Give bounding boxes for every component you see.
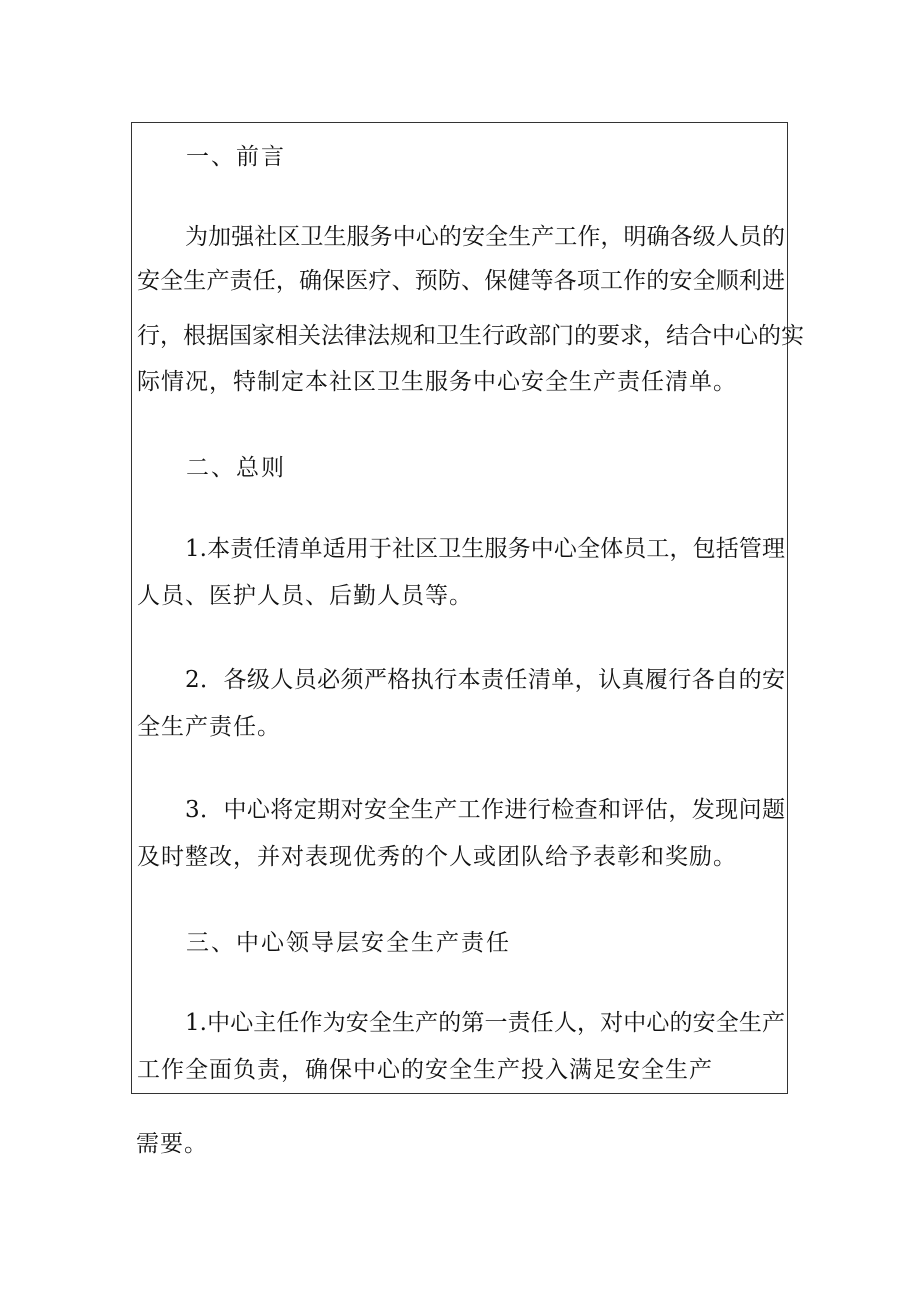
heading-leadership: 三、中心领导层安全生产责任 bbox=[186, 930, 511, 956]
general-item1-line-2: 人员、医护人员、后勤人员等。 bbox=[137, 583, 473, 609]
leadership-item1-line-1: 1.中心主任作为安全生产的第一责任人，对中心的安全生产 bbox=[185, 1010, 785, 1036]
general-item2-line-1: 2．各级人员必须严格执行本责任清单，认真履行各自的安 bbox=[185, 667, 785, 693]
overflow-text: 需要。 bbox=[136, 1131, 208, 1157]
general-item3-line-1: 3．中心将定期对安全生产工作进行检查和评估，发现问题 bbox=[185, 797, 785, 823]
preface-line-1: 为加强社区卫生服务中心的安全生产工作，明确各级人员的 bbox=[185, 224, 785, 250]
general-item1-line-1: 1.本责任清单适用于社区卫生服务中心全体员工，包括管理 bbox=[185, 536, 785, 562]
preface-line-3: 行，根据国家相关法律法规和卫生行政部门的要求，结合中心的实 bbox=[137, 323, 804, 349]
preface-line-4: 际情况，特制定本社区卫生服务中心安全生产责任清单。 bbox=[137, 369, 737, 395]
preface-line-2: 安全生产责任，确保医疗、预防、保健等各项工作的安全顺利进 bbox=[137, 268, 785, 294]
heading-general: 二、总则 bbox=[186, 455, 286, 481]
heading-preface: 一、前言 bbox=[186, 144, 286, 170]
general-item3-line-2: 及时整改，并对表现优秀的个人或团队给予表彰和奖励。 bbox=[137, 844, 737, 870]
leadership-item1-line-2: 工作全面负责，确保中心的安全生产投入满足安全生产 bbox=[137, 1057, 713, 1083]
general-item2-line-2: 全生产责任。 bbox=[137, 714, 281, 740]
